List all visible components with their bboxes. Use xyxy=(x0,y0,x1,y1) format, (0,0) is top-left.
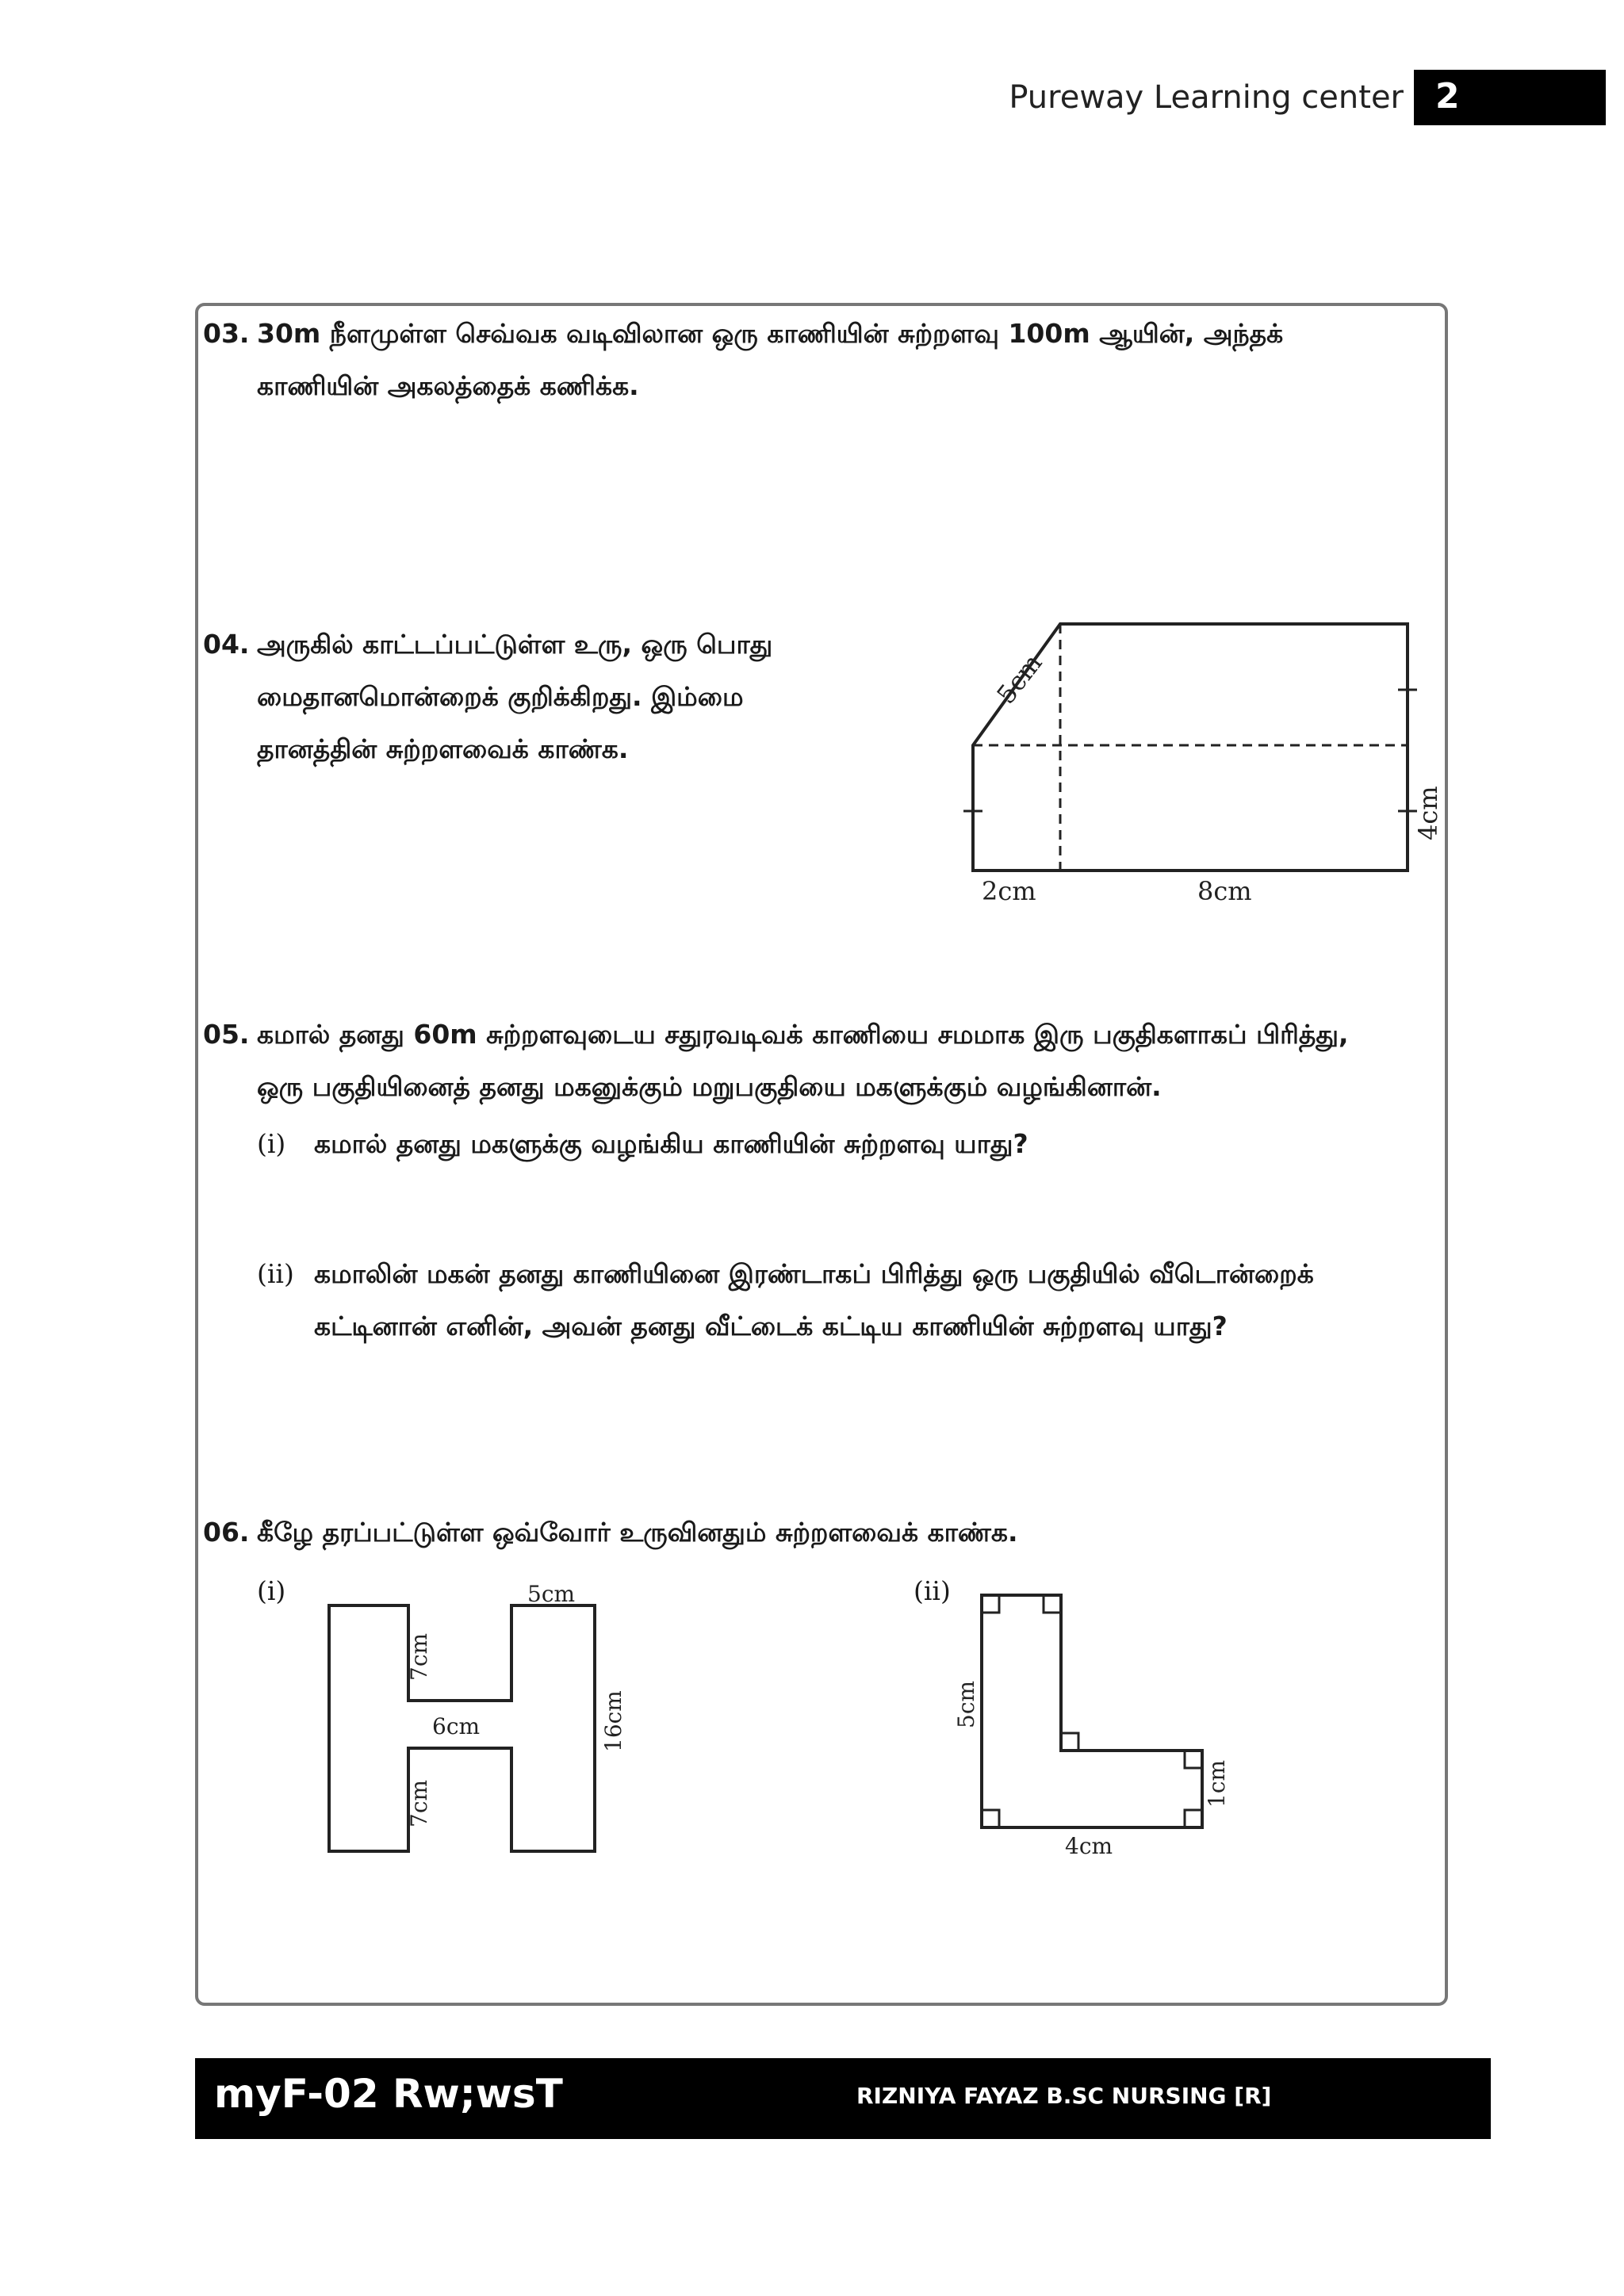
footer-author: RIZNIYA FAYAZ B.SC NURSING [R] xyxy=(856,2083,1272,2109)
question-5-part-ii xyxy=(257,1248,1314,1353)
question-line: கீழே தரப்பட்டுள்ள ஒவ்வோர் உருவினதும் சுற்றளவைக் காண்க. xyxy=(257,1517,1018,1548)
question-5 xyxy=(203,1008,1456,1113)
figure-i-label: (i) xyxy=(257,1575,286,1606)
figure-ii-label: (ii) xyxy=(914,1575,951,1606)
l-height-label: 5cm xyxy=(953,1680,979,1728)
question-number: 03. xyxy=(203,318,250,349)
question-line: ஒரு பகுதியினைத் தனது மகனுக்கும் மறுபகுதியை மகளுக்கும் வழங்கினான். xyxy=(257,1071,1162,1102)
bottom-left-label: 2cm xyxy=(982,876,1036,906)
part-text: கட்டினான் எனின், அவன் தனது வீட்டைக் கட்டிய காணியின் சுற்றளவு யாது? xyxy=(314,1311,1228,1341)
question-6 xyxy=(203,1506,1456,1559)
right-side-label: 4cm xyxy=(1413,786,1443,840)
slant-side-label: 5cm xyxy=(990,648,1048,710)
question-5-part-i xyxy=(257,1118,1028,1170)
question-line: அருகில் காட்டப்பட்டுள்ள உரு, ஒரு பொது xyxy=(257,629,773,660)
field-figure xyxy=(952,610,1443,928)
h-height-label: 16cm xyxy=(600,1690,626,1752)
h-shape-figure xyxy=(317,1581,650,1855)
header-title: Pureway Learning center xyxy=(1009,79,1404,116)
h-top-label: 5cm xyxy=(527,1581,576,1607)
question-number: 05. xyxy=(203,1019,250,1050)
part-label: (i) xyxy=(257,1128,286,1159)
h-upper-label: 7cm xyxy=(406,1632,432,1681)
question-3 xyxy=(203,308,1456,412)
question-line: 30m நீளமுள்ள செவ்வக வடிவிலான ஒரு காணியின் சுற்றளவு 100m ஆயின், அந்தக் xyxy=(257,318,1284,349)
footer-code: myF-02 Rw;wsT xyxy=(214,2071,563,2117)
question-line: காணியின் அகலத்தைக் கணிக்க. xyxy=(257,370,639,401)
part-text: கமால் தனது மகளுக்கு வழங்கிய காணியின் சுற்றளவு யாது? xyxy=(314,1128,1028,1159)
question-line: மைதானமொன்றைக் குறிக்கிறது. இம்மை xyxy=(257,681,744,712)
part-label: (ii) xyxy=(257,1258,294,1289)
h-lower-label: 7cm xyxy=(406,1779,432,1827)
l-shape-figure xyxy=(952,1586,1269,1871)
l-base-label: 4cm xyxy=(1065,1833,1113,1859)
question-number: 04. xyxy=(203,629,250,660)
h-middle-label: 6cm xyxy=(432,1713,481,1739)
question-line: கமால் தனது 60m சுற்றளவுடைய சதுரவடிவக் காணியை சமமாக இரு பகுதிகளாகப் பிரித்து, xyxy=(257,1019,1349,1050)
question-line: தானத்தின் சுற்றளவைக் காண்க. xyxy=(257,733,629,764)
question-number: 06. xyxy=(203,1517,250,1548)
question-4 xyxy=(203,618,917,775)
part-text: கமாலின் மகன் தனது காணியினை இரண்டாகப் பிரித்து ஒரு பகுதியில் வீடொன்றைக் xyxy=(314,1258,1314,1289)
l-step-label: 1cm xyxy=(1204,1759,1230,1808)
page-number: 2 xyxy=(1435,76,1460,117)
bottom-right-label: 8cm xyxy=(1197,876,1252,906)
